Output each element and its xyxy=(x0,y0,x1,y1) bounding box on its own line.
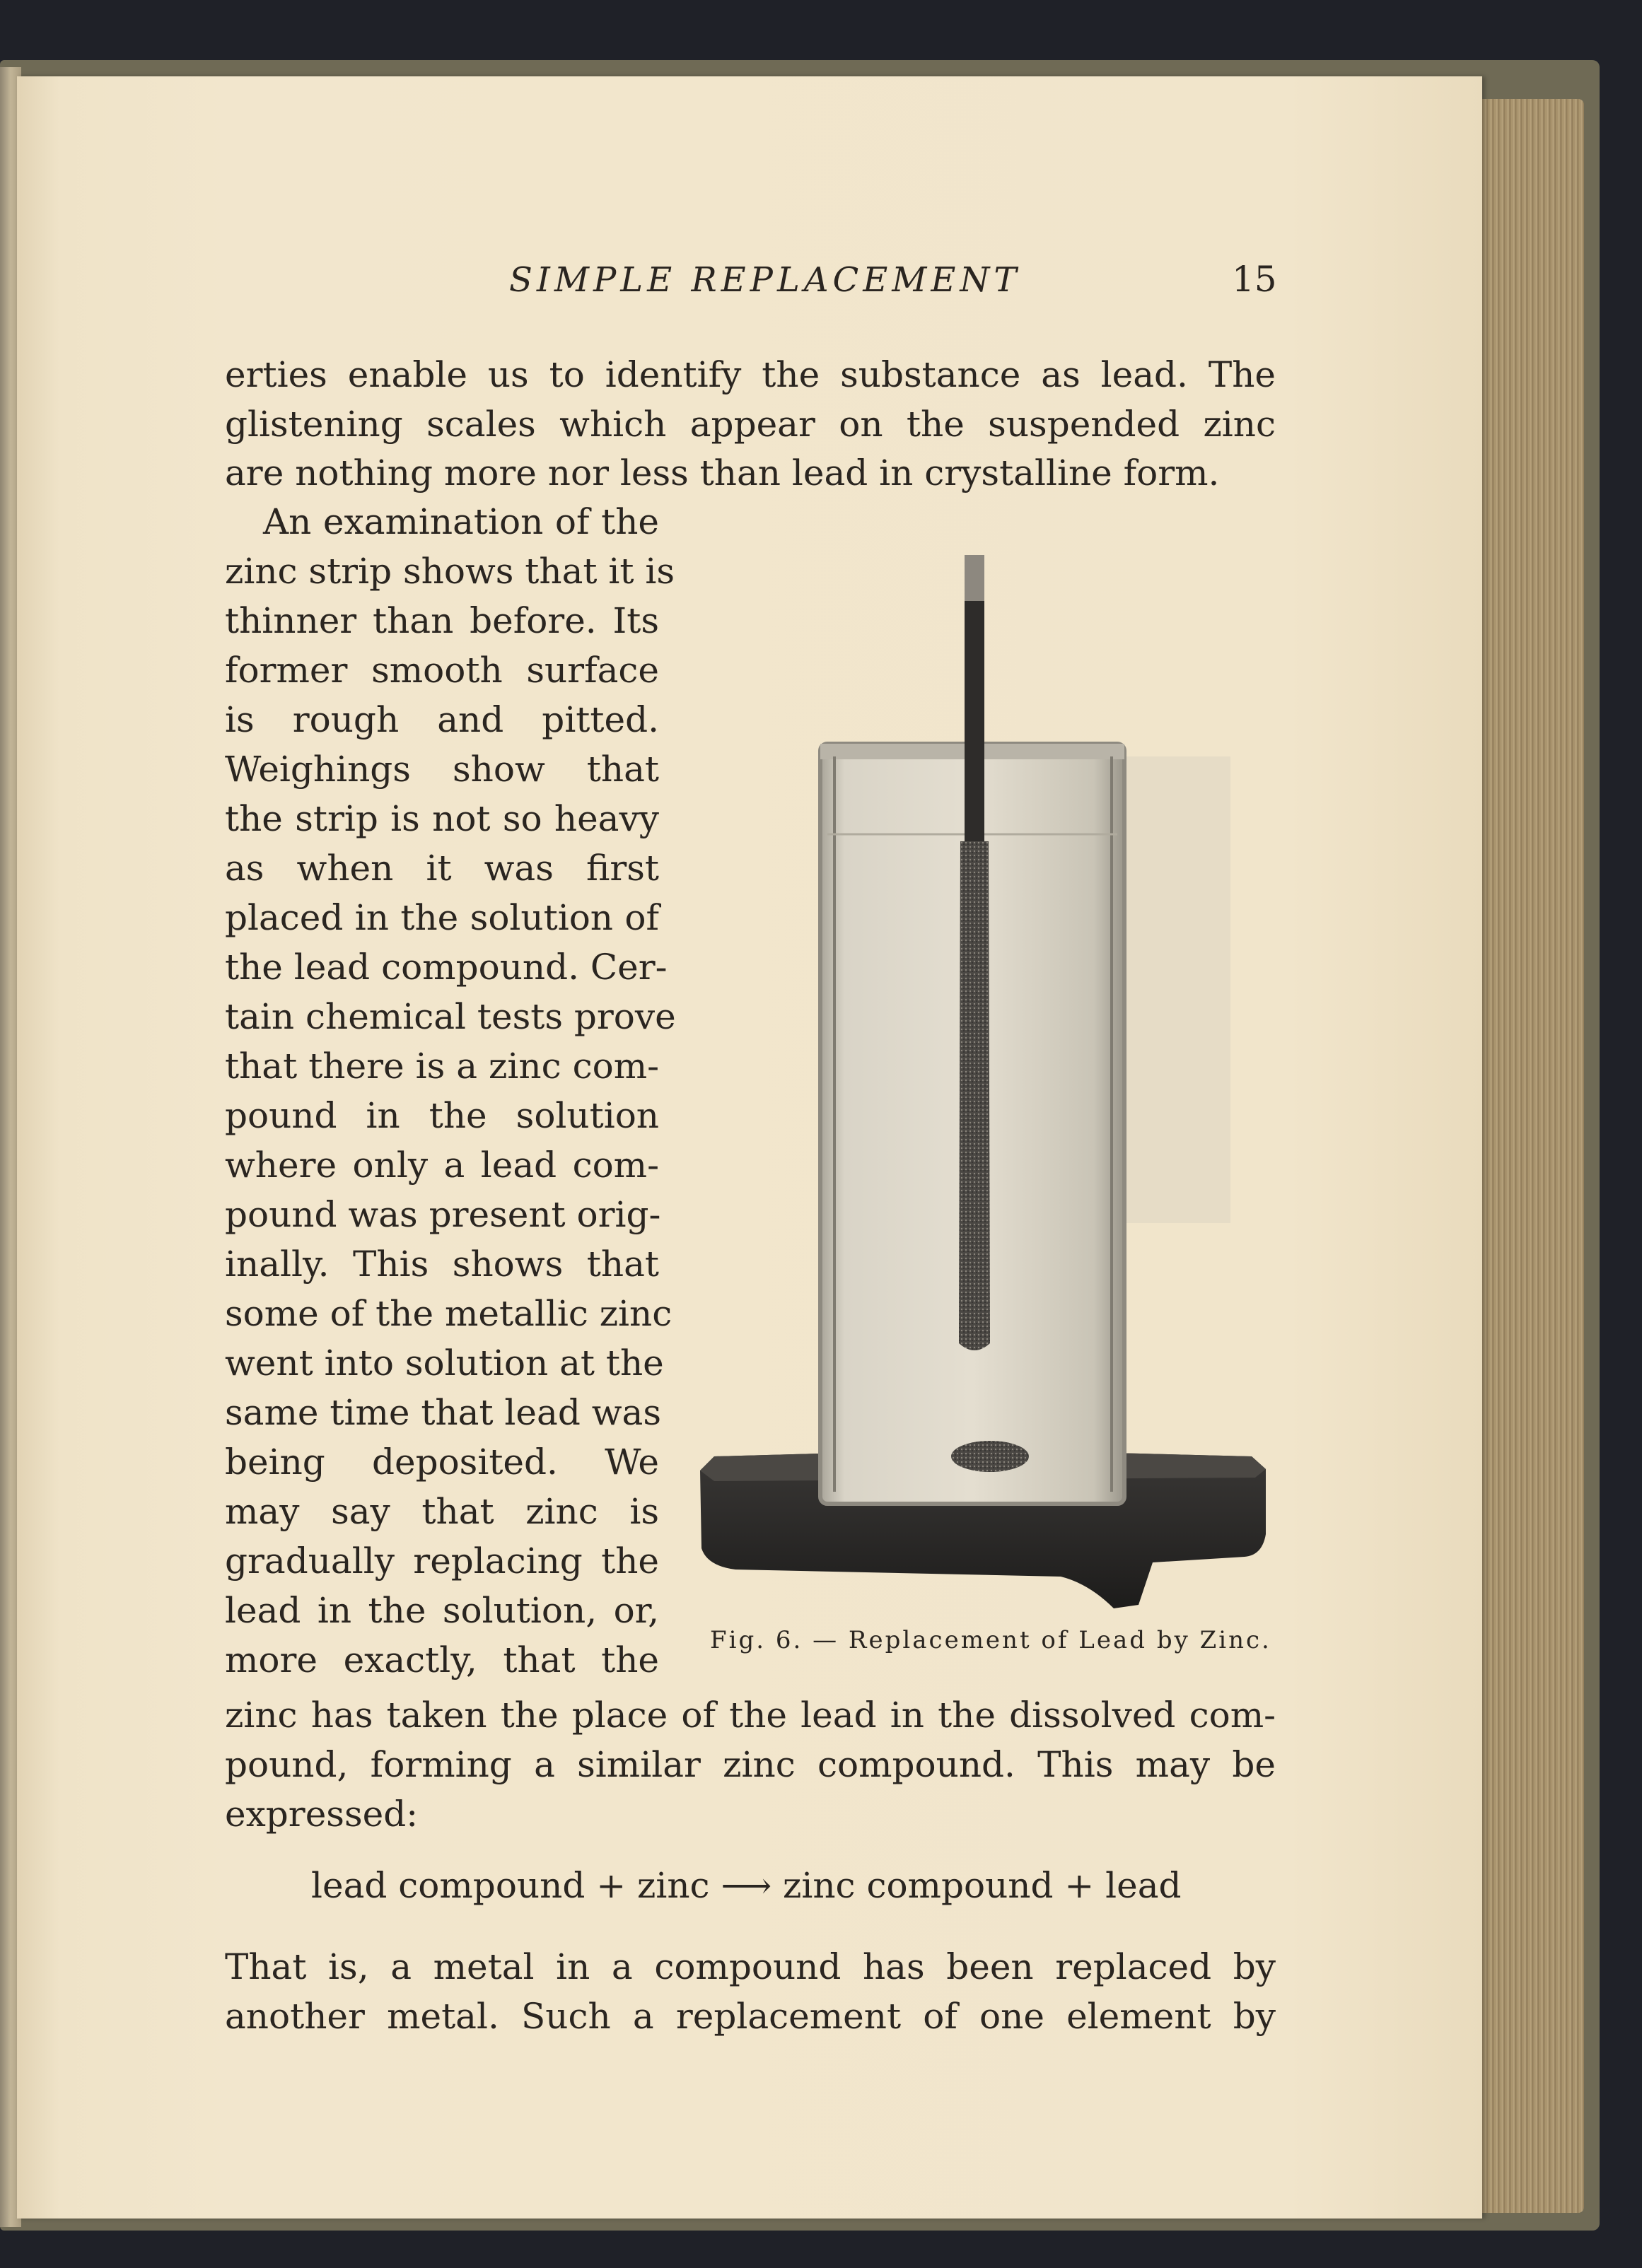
text-line: the strip is not so heavy xyxy=(225,798,659,839)
text-line: some of the metallic zinc xyxy=(225,1293,672,1334)
text-line: zinc has taken the place of the lead in the dissolved com- xyxy=(225,1695,1276,1736)
text-line: the lead compound. Cer- xyxy=(225,947,668,988)
text-line: pound, forming a similar zinc compound. This may be xyxy=(225,1744,1276,1785)
text-line: another metal. Such a replacement of one element by xyxy=(225,1996,1276,2037)
text-line: went into solution at the xyxy=(225,1343,664,1384)
text-line: expressed: xyxy=(225,1794,419,1835)
text-line: same time that lead was xyxy=(225,1392,661,1433)
text-line: glistening scales which appear on the suspended zinc xyxy=(225,404,1276,445)
text-line: being deposited. We xyxy=(225,1442,659,1483)
text-line: former smooth surface xyxy=(225,650,659,691)
text-line: inally. This shows that xyxy=(225,1244,659,1285)
text-line: That is, a metal in a compound has been replaced by xyxy=(225,1946,1276,1987)
text-line: may say that zinc is xyxy=(225,1491,659,1532)
text-line: are nothing more nor less than lead in crystalline form. xyxy=(225,452,1220,493)
figure-caption: Fig. 6. — Replacement of Lead by Zinc. xyxy=(710,1626,1271,1654)
lead-crystals xyxy=(959,841,990,1350)
lead-deposit xyxy=(951,1441,1029,1472)
figure-illustration xyxy=(693,544,1273,1619)
text-line: thinner than before. Its xyxy=(225,600,659,641)
text-line: zinc strip shows that it is xyxy=(225,551,675,592)
text-line: where only a lead com- xyxy=(225,1145,659,1186)
text-line: that there is a zinc com- xyxy=(225,1046,659,1087)
text-line: tain chemical tests prove xyxy=(225,996,676,1037)
text-line: lead in the solution, or, xyxy=(225,1590,659,1631)
page-edges xyxy=(1478,99,1584,2213)
page-number: 15 xyxy=(1232,259,1277,300)
text-line: pound in the solution xyxy=(225,1095,659,1136)
text-line: Weighings show that xyxy=(225,749,659,790)
reaction-equation: lead compound + zinc ⟶ zinc compound + lead xyxy=(311,1865,1182,1906)
text-line: more exactly, that the xyxy=(225,1639,659,1680)
running-header: SIMPLE REPLACEMENT xyxy=(509,260,1021,300)
text-line: pound was present orig- xyxy=(225,1194,661,1235)
text-line: is rough and pitted. xyxy=(225,699,659,740)
text-line: placed in the solution of xyxy=(225,897,659,938)
text-line: as when it was first xyxy=(225,848,659,889)
text-line: gradually replacing the xyxy=(225,1541,659,1582)
text-line: erties enable us to identify the substance as lead. The xyxy=(225,354,1276,395)
text-line: An examination of the xyxy=(263,501,659,542)
